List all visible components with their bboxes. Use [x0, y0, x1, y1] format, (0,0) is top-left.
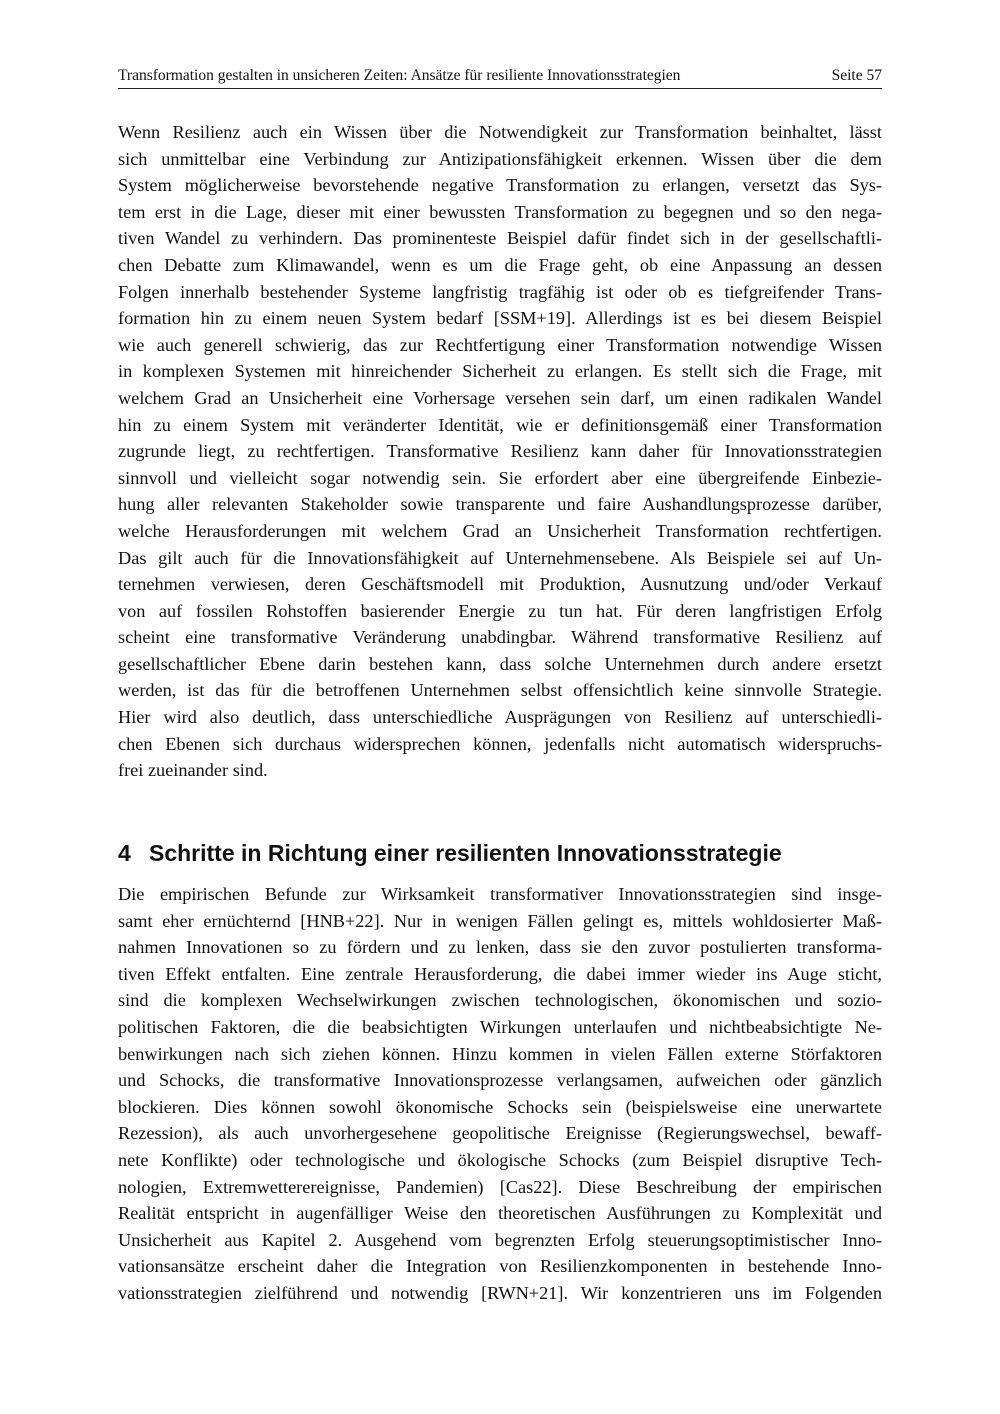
text-line: Hier wird also deutlich, dass unterschiedliche Ausprägungen von Resilienz auf unterschiedli-: [118, 707, 882, 728]
text-line: frei zueinander sind.: [118, 760, 268, 781]
text-line: chen Ebenen sich durchaus widersprechen können, jedenfalls nicht automatisch widerspruchs-: [118, 733, 882, 754]
text-line: und Schocks, die transformative Innovationsprozesse verlangsamen, aufweichen oder gänzlich: [118, 1070, 882, 1091]
text-line: werden, ist das für die betroffenen Unternehmen selbst offensichtlich keine sinnvolle Strategie.: [118, 680, 882, 701]
section-title: Schritte in Richtung einer resilienten Innovationsstrategie: [149, 840, 782, 866]
text-line: ternehmen verwiesen, deren Geschäftsmodell mit Produktion, Ausnutzung und/oder Verkauf: [118, 574, 882, 595]
page-number: Seite 57: [831, 67, 882, 84]
text-line: System möglicherweise bevorstehende negative Transformation zu erlangen, versetzt das Sys-: [118, 175, 882, 196]
text-line: chen Debatte zum Klimawandel, wenn es um die Frage geht, ob eine Anpassung an dessen: [118, 254, 882, 275]
text-line: zugrunde liegt, zu rechtfertigen. Transformative Resilienz kann daher für Innovationsstrategien: [118, 441, 882, 462]
text-line: Unsicherheit aus Kapitel 2. Ausgehend vom begrenzten Erfolg steuerungsoptimistischer Inno-: [118, 1229, 882, 1250]
text-line: nete Konflikte) oder technologische und ökologische Schocks (zum Beispiel disruptive Tech-: [118, 1149, 882, 1170]
text-line: tiven Wandel zu verhindern. Das prominenteste Beispiel dafür findet sich in der gesellschaftli-: [118, 228, 882, 249]
text-line: politischen Faktoren, die die beabsichtigten Wirkungen unterlaufen und nichtbeabsichtigte Ne-: [118, 1016, 882, 1037]
body-paragraph-2: [118, 881, 882, 1307]
text-line: Wenn Resilienz auch ein Wissen über die Notwendigkeit zur Transformation beinhaltet, lässt: [118, 122, 882, 142]
running-title: Transformation gestalten in unsicheren Zeiten: Ansätze für resiliente Innovationsstrategien: [118, 67, 681, 84]
text-line: tem erst in die Lage, dieser mit einer bewussten Transformation zu begegnen und so den nega-: [118, 201, 882, 222]
text-line: sind die komplexen Wechselwirkungen zwischen technologischen, ökonomischen und sozio-: [118, 990, 882, 1011]
text-line: Rezession), als auch unvorhergesehene geopolitische Ereignisse (Regierungswechsel, bewaff-: [118, 1123, 882, 1144]
text-line: hin zu einem System mit veränderter Identität, wie er definitionsgemäß einer Transformation: [118, 414, 882, 435]
text-line: tiven Effekt entfalten. Eine zentrale Herausforderung, die dabei immer wieder ins Auge sticht,: [118, 963, 882, 984]
running-header: [118, 66, 882, 89]
body-paragraph-1: [118, 119, 882, 784]
text-line: sinnvoll und vielleicht sogar notwendig sein. Sie erfordert aber eine übergreifende Einbezie-: [118, 467, 882, 488]
text-line: samt eher ernüchternd [HNB+22]. Nur in wenigen Fällen gelingt es, mittels wohldosierter Maß-: [118, 910, 882, 931]
text-line: Realität entspricht in augenfälliger Weise den theoretischen Ausführungen zu Komplexität und: [118, 1203, 882, 1224]
text-line: gesellschaftlicher Ebene darin bestehen kann, dass solche Unternehmen durch andere ersetzt: [118, 653, 882, 674]
text-line: vationsansätze erscheint daher die Integration von Resilienzkomponenten in bestehende Inno-: [118, 1256, 882, 1277]
text-line: Folgen innerhalb bestehender Systeme langfristig tragfähig ist oder ob es tiefgreifender Trans-: [118, 281, 882, 302]
text-line: welche Herausforderungen mit welchem Grad an Unsicherheit Transformation rechtfertigen.: [118, 520, 882, 541]
text-line: wie auch generell schwierig, das zur Rechtfertigung einer Transformation notwendige Wissen: [118, 334, 882, 355]
text-line: blockieren. Dies können sowohl ökonomische Schocks sein (beispielsweise eine unerwartete: [118, 1096, 882, 1117]
text-line: formation hin zu einem neuen System bedarf [SSM+19]. Allerdings ist es bei diesem Beispiel: [118, 308, 882, 329]
text-line: hung aller relevanten Stakeholder sowie transparente und faire Aushandlungsprozesse darüber,: [118, 494, 882, 515]
text-line: welchem Grad an Unsicherheit eine Vorhersage versehen sein darf, um einen radikalen Wandel: [118, 387, 882, 408]
text-line: benwirkungen nach sich ziehen können. Hinzu kommen in vielen Fällen externe Störfaktoren: [118, 1043, 882, 1064]
text-line: nologien, Extremwetterereignisse, Pandemien) [Cas22]. Diese Beschreibung der empirischen: [118, 1176, 882, 1197]
text-line: von auf fossilen Rohstoffen basierender Energie zu tun hat. Für deren langfristigen Erfolg: [118, 600, 882, 621]
text-line: Die empirischen Befunde zur Wirksamkeit transformativer Innovationsstrategien sind insge-: [118, 884, 882, 904]
text-line: vationsstrategien zielführend und notwendig [RWN+21]. Wir konzentrieren uns im Folgenden: [118, 1282, 882, 1303]
text-line: nahmen Innovationen so zu fördern und zu lenken, dass sie den zuvor postulierten transforma-: [118, 937, 882, 958]
text-line: Das gilt auch für die Innovationsfähigkeit auf Unternehmensebene. Als Beispiele sei auf Un-: [118, 547, 882, 568]
section-number: 4: [118, 840, 131, 866]
section-heading: [118, 838, 782, 868]
text-line: in komplexen Systemen mit hinreichender Sicherheit zu erlangen. Es stellt sich die Frage, mit: [118, 361, 882, 382]
text-line: sich unmittelbar eine Verbindung zur Antizipationsfähigkeit erkennen. Wissen über die dem: [118, 148, 882, 169]
text-line: scheint eine transformative Veränderung unabdingbar. Während transformative Resilienz auf: [118, 627, 882, 648]
